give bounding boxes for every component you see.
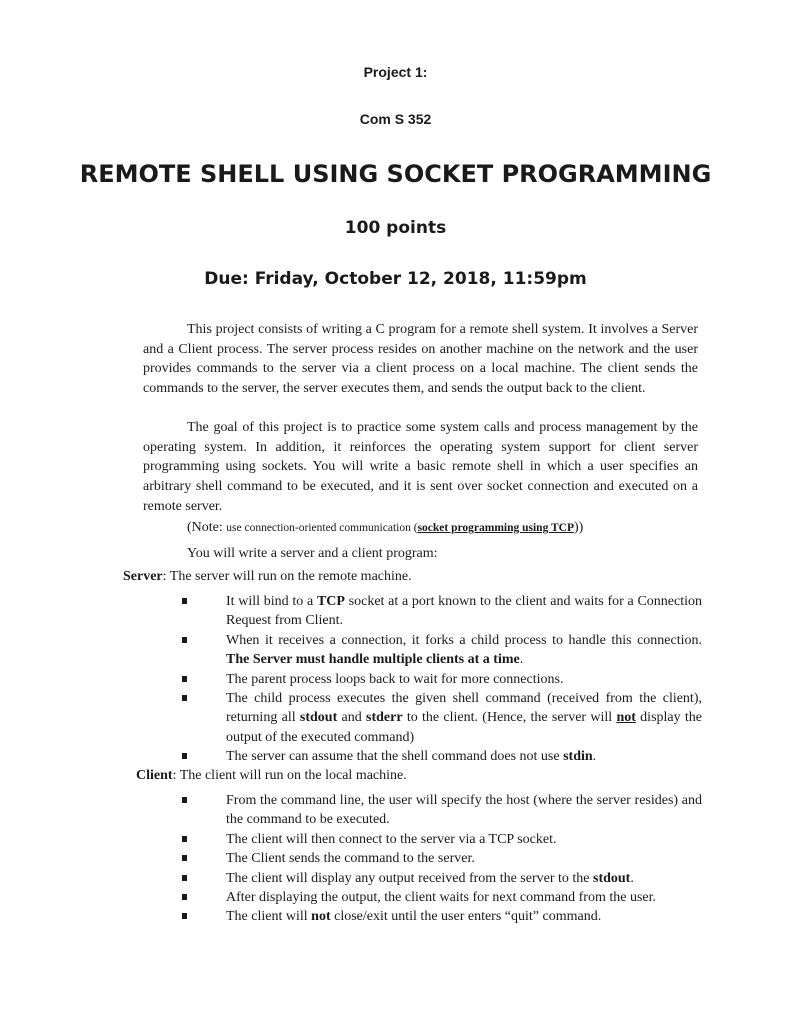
bullet-icon	[182, 695, 187, 701]
list-item: The server can assume that the shell command does not use stdin.	[182, 747, 702, 766]
list-item: After displaying the output, the client waits for next command from the user.	[182, 888, 702, 907]
due-date-heading: Due: Friday, October 12, 2018, 11:59pm	[204, 269, 587, 289]
document-title: REMOTE SHELL USING SOCKET PROGRAMMING	[79, 160, 712, 188]
project-number: Project 1:	[363, 64, 428, 80]
server-heading	[123, 567, 412, 586]
bullet-icon	[182, 753, 187, 759]
bullet-icon	[182, 637, 187, 643]
list-item: The parent process loops back to wait for more connections.	[182, 670, 702, 689]
bullet-icon	[182, 913, 187, 919]
list-item: The client will not close/exit until the user enters “quit” command.	[182, 907, 702, 926]
note-text: use connection-oriented communication (	[226, 522, 418, 534]
bullet-icon	[182, 894, 187, 900]
note-link[interactable]: socket programming using TCP	[417, 522, 574, 534]
note-line	[187, 518, 583, 538]
bullet-icon	[182, 676, 187, 682]
client-heading	[136, 766, 407, 785]
server-bullet-list	[182, 592, 702, 767]
intro-paragraph-2: The goal of this project is to practice some system calls and process management by the operating system. In addition, it reinforces the operating system support for client server programming using sockets. You will write a basic remote shell in which a user specifies an arbitrary shell command to be executed, and it is sent over socket connection and executed on a remote server.	[143, 420, 698, 514]
bullet-icon	[182, 836, 187, 842]
client-label: Client	[136, 768, 173, 783]
server-label: Server	[123, 569, 163, 584]
note-open: (Note:	[187, 520, 227, 535]
intro-paragraph-1: This project consists of writing a C program for a remote shell system. It involves a Server and a Client process. The server process resides on another machine on the network and the user provides commands to the server via a client process on a local machine. The client sends the commands to the server, the server executes them, and sends the output back to the client.	[143, 322, 698, 397]
list-item: The child process executes the given shell command (received from the client), returning all stdout and stderr to the client. (Hence, the server will not display the output of the executed command)	[182, 689, 702, 747]
list-item: The client will display any output received from the server to the stdout.	[182, 869, 702, 888]
bullet-icon	[182, 875, 187, 881]
write-line: You will write a server and a client program:	[187, 546, 438, 561]
list-item: When it receives a connection, it forks a child process to handle this connection. The Server must handle multiple clients at a time.	[182, 631, 702, 670]
list-item: The client will then connect to the server via a TCP socket.	[182, 830, 702, 849]
points-heading: 100 points	[344, 218, 447, 238]
bullet-icon	[182, 797, 187, 803]
course-code: Com S 352	[359, 111, 432, 127]
list-item: It will bind to a TCP socket at a port known to the client and waits for a Connection Request from Client.	[182, 592, 702, 631]
list-item: From the command line, the user will specify the host (where the server resides) and the command to be executed.	[182, 791, 702, 830]
server-desc: : The server will run on the remote machine.	[162, 569, 412, 584]
list-item: The Client sends the command to the server.	[182, 849, 702, 868]
client-bullet-list	[182, 791, 702, 927]
note-close: ))	[574, 520, 584, 535]
bullet-icon	[182, 598, 187, 604]
client-desc: : The client will run on the local machine.	[172, 768, 407, 783]
bullet-icon	[182, 855, 187, 861]
